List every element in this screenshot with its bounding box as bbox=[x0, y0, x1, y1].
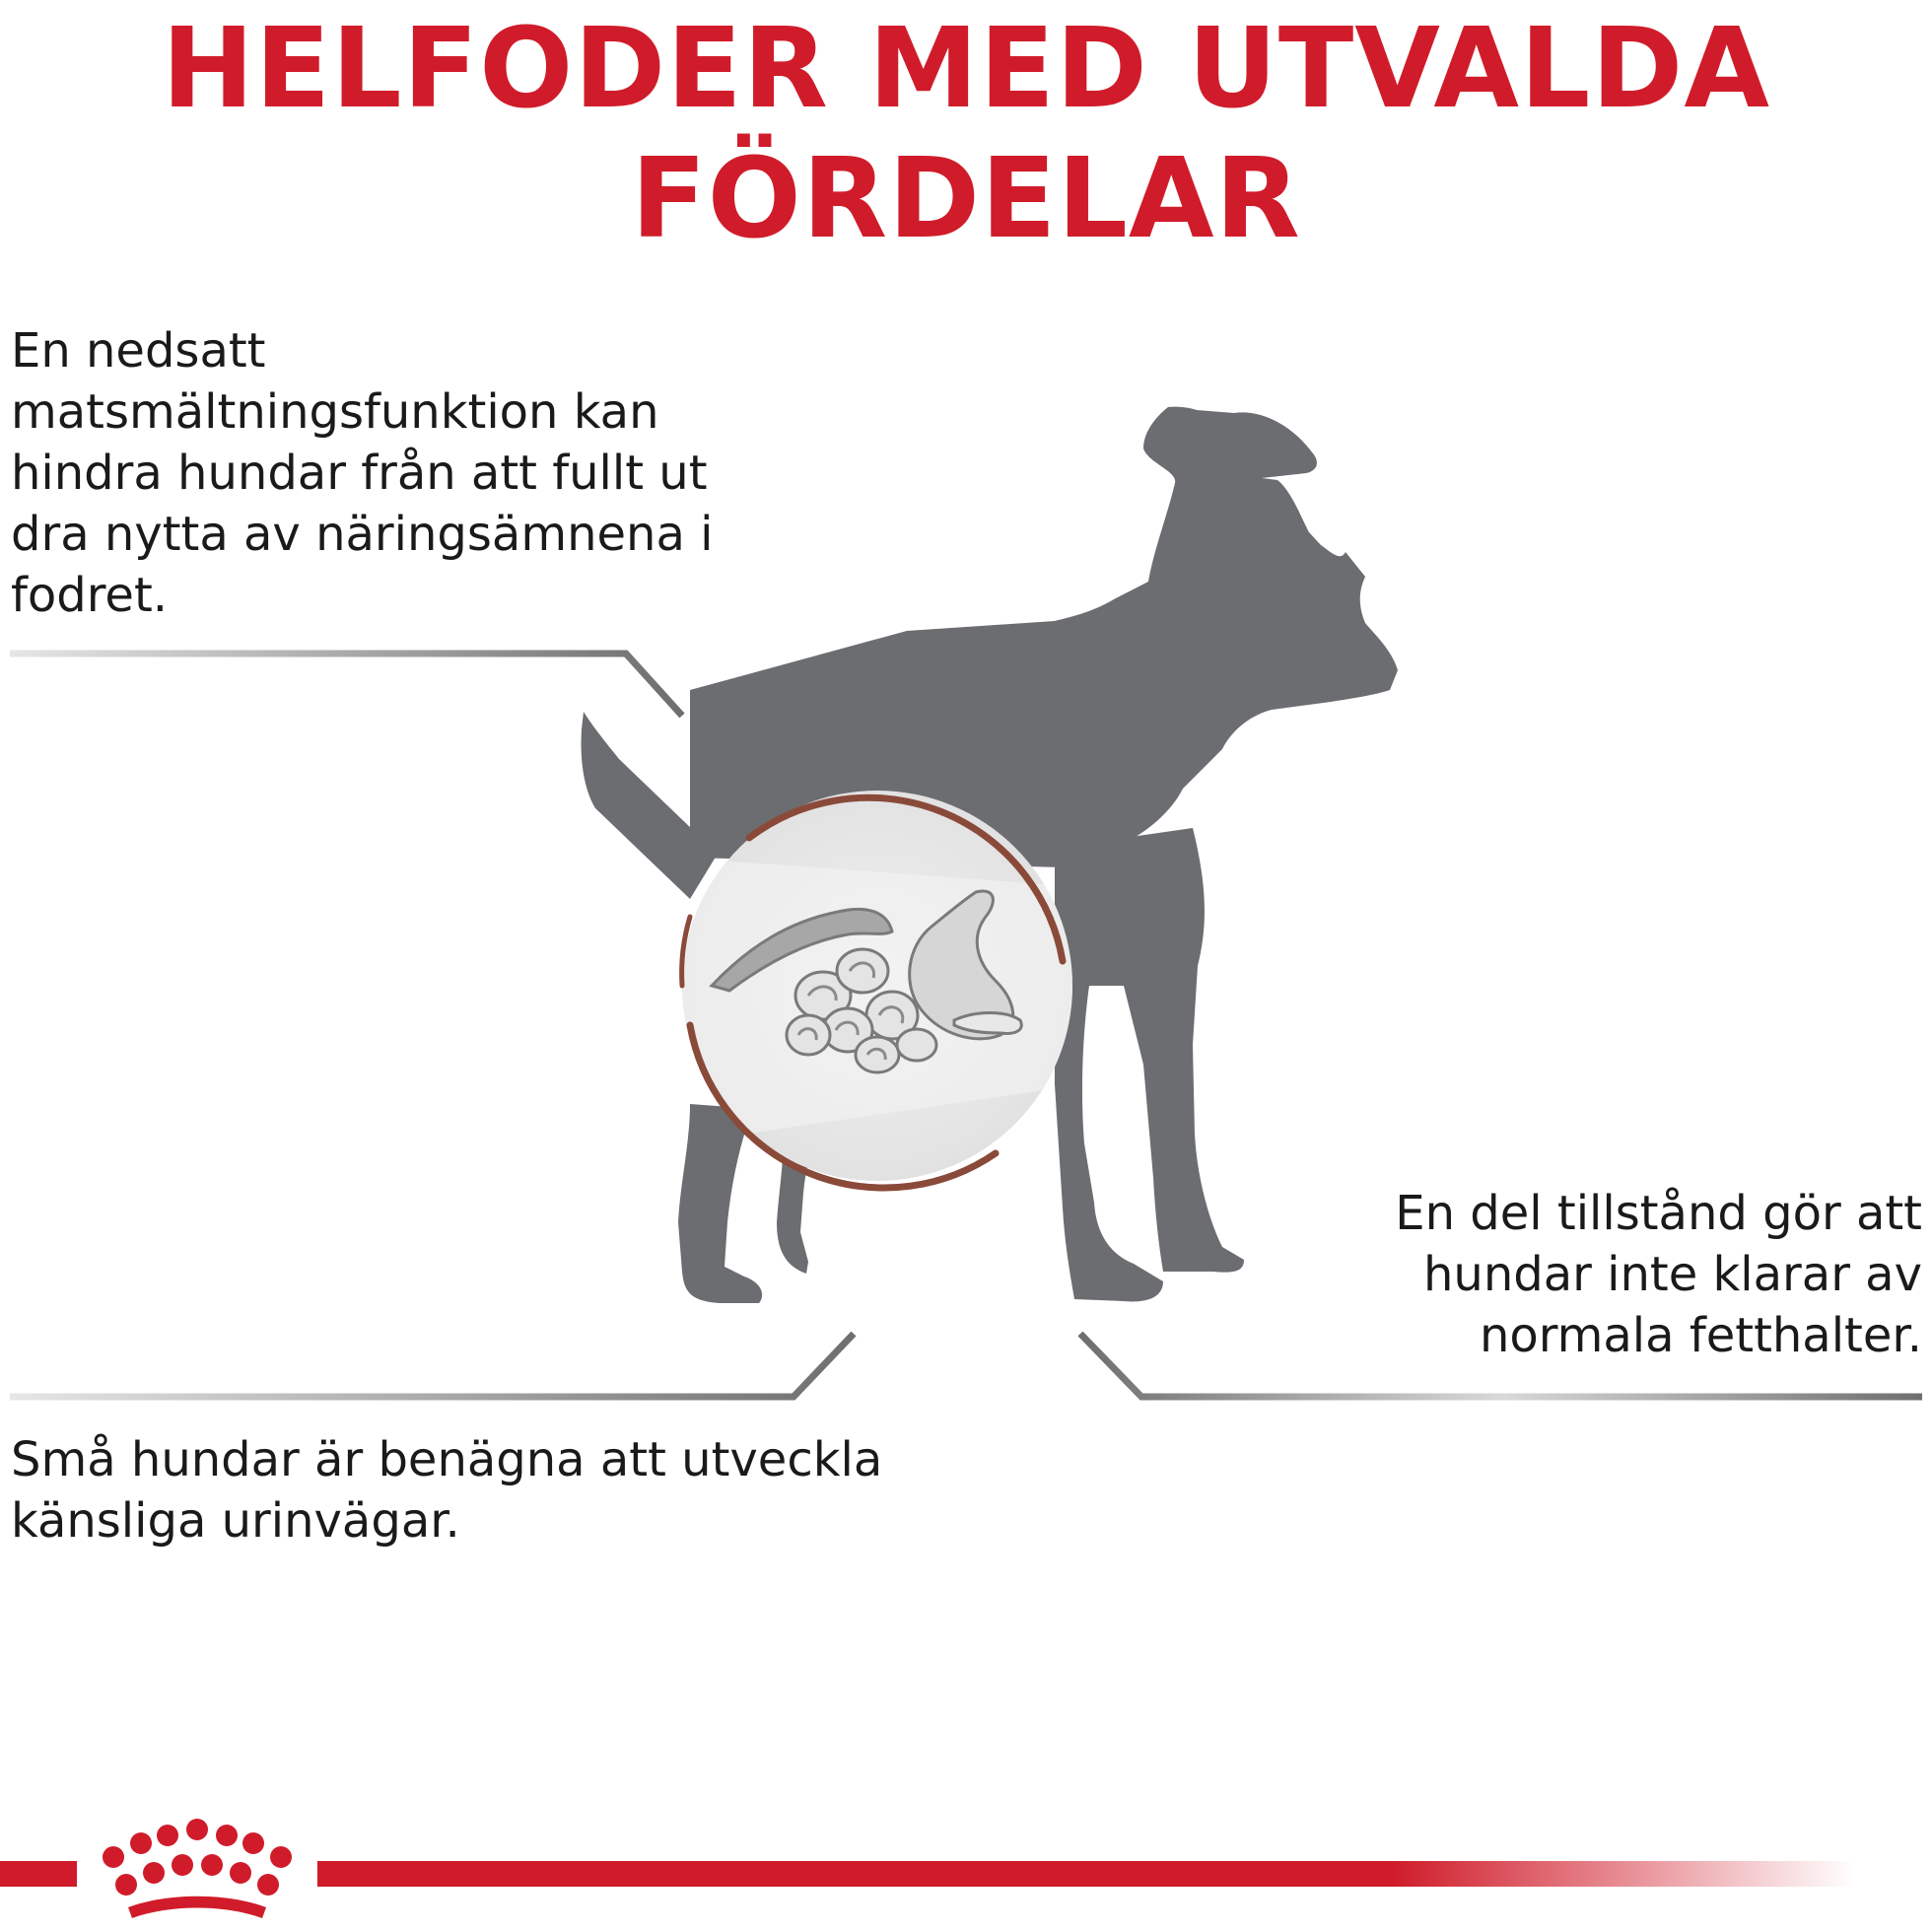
callout-digestion-line-3: hindra hundar från att fullt ut bbox=[11, 446, 708, 501]
callout-fat-line-1: En del tillstånd gör att bbox=[1395, 1186, 1922, 1241]
callout-fat bbox=[1395, 1183, 1922, 1366]
callout-urinary-line-2: känsliga urinvägar. bbox=[11, 1493, 460, 1549]
callout-urinary bbox=[11, 1429, 882, 1552]
callout-digestion-line-5: fodret. bbox=[11, 568, 169, 623]
callout-digestion bbox=[11, 320, 713, 626]
callout-urinary-line-1: Små hundar är benägna att utveckla bbox=[11, 1432, 883, 1487]
title-line-1: HELFODER MED UTVALDA bbox=[161, 5, 1771, 133]
title-line-2: FÖRDELAR bbox=[631, 135, 1301, 263]
callout-fat-line-3: normala fetthalter. bbox=[1479, 1308, 1922, 1363]
connector-line-urinary bbox=[10, 1334, 854, 1397]
callout-digestion-line-1: En nedsatt bbox=[11, 323, 266, 379]
callout-digestion-line-2: matsmältningsfunktion kan bbox=[11, 384, 659, 440]
callout-digestion-line-4: dra nytta av näringsämnena i bbox=[11, 507, 714, 562]
crown-logo-icon bbox=[103, 1819, 292, 1918]
brand-footer bbox=[0, 1819, 1855, 1918]
connector-line-digestion bbox=[10, 654, 682, 716]
callout-fat-line-2: hundar inte klarar av bbox=[1422, 1247, 1922, 1302]
